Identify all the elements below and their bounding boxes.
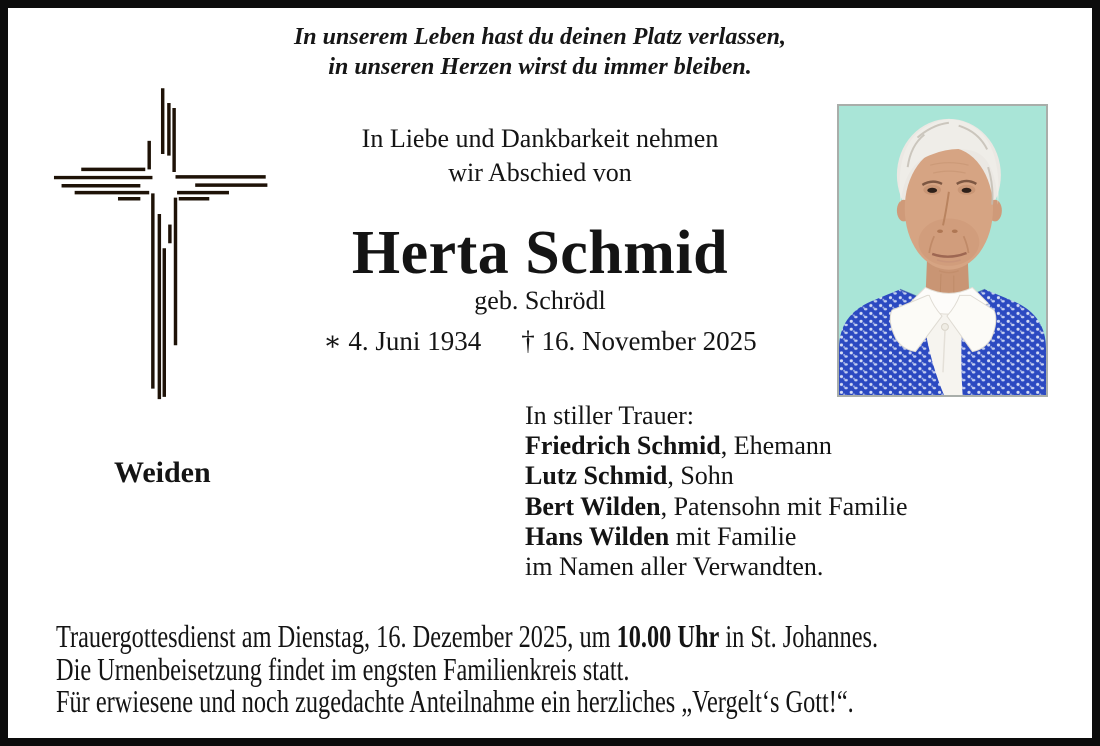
epigraph (0, 23, 1080, 82)
mourner-name: Friedrich Schmid (525, 431, 721, 461)
epigraph-line-1: In unserem Leben hast du deinen Platz verlassen, (293, 24, 787, 50)
portrait-illustration (839, 106, 1046, 395)
mourner-line (525, 492, 908, 522)
death-date: † 16. November 2025 (521, 326, 757, 356)
mourner-line (525, 522, 908, 552)
burial-line: Die Urnenbeisetzung findet im engsten Familienkreis statt. (56, 650, 630, 687)
mourner-line (525, 431, 908, 461)
maiden-name: geb. Schrödl (474, 286, 606, 315)
place-name: Weiden (114, 456, 211, 489)
service-time: 10.00 Uhr (616, 618, 720, 654)
mourner-name: Hans Wilden (525, 521, 670, 551)
mourning-section (525, 401, 908, 582)
service-line-prefix: Trauergottesdienst am Dienstag, 16. Dezember 2025, um (56, 618, 617, 654)
mourner-name: Lutz Schmid (525, 461, 668, 491)
mourner-relation: , Sohn (667, 461, 734, 491)
mourner-line (525, 461, 908, 491)
mourning-heading: In stiller Trauer: (525, 401, 694, 430)
service-info (56, 620, 1100, 718)
life-dates (150, 326, 930, 356)
service-line-suffix: in St. Johannes. (719, 618, 879, 654)
portrait-photo (837, 104, 1048, 397)
intro-line-2: wir Abschied von (448, 158, 632, 187)
intro-line-1: In Liebe und Dankbarkeit nehmen (361, 124, 719, 153)
deceased-name: Herta Schmid (351, 219, 729, 287)
intro-text (150, 122, 930, 190)
service-line (56, 620, 878, 653)
thanks-line: Für erwiesene und noch zugedachte Anteilnahme ein herzliches „Vergelt‘s Gott!“. (56, 683, 854, 720)
mourning-closing: im Namen aller Verwandten. (525, 552, 824, 582)
epigraph-line-2: in unseren Herzen wirst du immer bleiben. (328, 53, 752, 80)
mourner-relation: , Ehemann (720, 431, 832, 461)
mourner-relation: mit Familie (669, 521, 797, 551)
mourner-name: Bert Wilden (525, 491, 661, 521)
birth-date: ∗ 4. Juni 1934 (323, 326, 482, 356)
mourner-relation: , Patensohn mit Familie (660, 491, 908, 521)
